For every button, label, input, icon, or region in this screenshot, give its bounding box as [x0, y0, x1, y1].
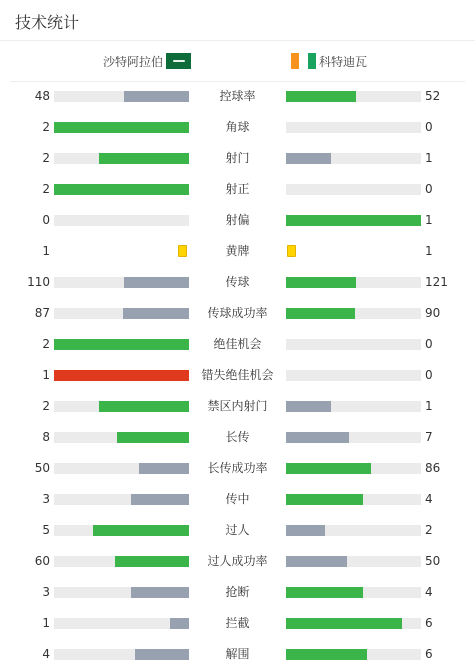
stat-row	[0, 515, 475, 546]
away-team-name: 科特迪瓦	[319, 54, 368, 69]
away-stat-value: 52	[425, 89, 441, 103]
away-stat-value: 1	[425, 151, 433, 165]
home-stat-bar-fill	[54, 184, 189, 195]
home-stat-bar-fill	[124, 277, 189, 288]
away-stat-value: 6	[425, 616, 433, 630]
away-stat-value: 4	[425, 585, 433, 599]
stat-label: 传球	[225, 275, 250, 289]
home-stat-bar	[54, 308, 189, 319]
stat-label: 射门	[225, 151, 250, 165]
away-stat-bar-fill	[286, 556, 347, 567]
home-stat-bar	[54, 432, 189, 443]
page-title: 技术统计	[15, 13, 80, 32]
home-stat-bar	[54, 463, 189, 474]
away-team	[291, 41, 367, 81]
home-stat-bar	[54, 277, 189, 288]
away-stat-bar	[286, 308, 421, 319]
away-stat-bar-fill	[286, 494, 363, 505]
stat-row	[0, 267, 475, 298]
home-stat-value: 50	[34, 461, 50, 475]
stat-label: 过人	[225, 523, 250, 537]
home-stat-value: 60	[34, 554, 50, 568]
away-stat-bar-fill	[286, 587, 363, 598]
away-stat-bar-fill	[286, 91, 356, 102]
home-stat-bar	[54, 215, 189, 226]
home-stat-value: 2	[42, 337, 50, 351]
home-stat-bar-fill	[99, 401, 189, 412]
home-yellow-card-icon	[178, 245, 187, 257]
home-stat-value: 1	[42, 616, 50, 630]
away-stat-bar	[286, 587, 421, 598]
home-stat-value: 2	[42, 120, 50, 134]
away-stat-value: 90	[425, 306, 441, 320]
away-stat-value: 0	[425, 182, 433, 196]
stat-row	[0, 112, 475, 143]
away-stat-bar	[286, 153, 421, 164]
away-stat-bar	[286, 277, 421, 288]
away-stat-bar	[286, 91, 421, 102]
stat-row	[0, 608, 475, 639]
stat-label: 射正	[225, 182, 250, 196]
stat-label: 传球成功率	[207, 306, 268, 320]
home-team	[103, 41, 191, 81]
stat-label: 控球率	[219, 89, 256, 103]
stat-row	[0, 422, 475, 453]
away-stat-value: 4	[425, 492, 433, 506]
stat-row	[0, 81, 475, 112]
away-stat-value: 6	[425, 647, 433, 661]
home-stat-value: 2	[42, 182, 50, 196]
stat-label: 过人成功率	[207, 554, 268, 568]
saudi-arabia-flag-icon	[166, 53, 191, 69]
away-stat-value: 2	[425, 523, 433, 537]
stat-label: 长传成功率	[207, 461, 268, 475]
stat-label: 解围	[225, 647, 250, 661]
home-stat-bar	[54, 494, 189, 505]
home-stat-bar-fill	[135, 649, 189, 660]
home-stat-bar-fill	[54, 339, 189, 350]
away-stat-bar	[286, 122, 421, 133]
home-stat-bar-fill	[124, 91, 189, 102]
stat-label: 传中	[225, 492, 250, 506]
home-stat-value: 110	[27, 275, 50, 289]
home-stat-bar-fill	[117, 432, 189, 443]
away-stat-bar	[286, 339, 421, 350]
home-stat-bar	[54, 153, 189, 164]
away-stat-bar	[286, 649, 421, 660]
away-stat-bar	[286, 184, 421, 195]
home-stat-value: 2	[42, 399, 50, 413]
stat-row	[0, 546, 475, 577]
stat-row	[0, 391, 475, 422]
stat-label: 禁区内射门	[207, 399, 268, 413]
stat-label: 绝佳机会	[213, 337, 262, 351]
home-stat-bar-fill	[115, 556, 189, 567]
away-stat-bar	[286, 618, 421, 629]
away-stat-bar	[286, 432, 421, 443]
home-stat-bar-fill	[93, 525, 189, 536]
team-header	[10, 41, 465, 82]
away-stat-bar-fill	[286, 618, 402, 629]
home-stat-value: 3	[42, 585, 50, 599]
home-team-name: 沙特阿拉伯	[102, 54, 163, 69]
stat-row	[0, 639, 475, 670]
home-stat-bar-fill	[131, 494, 189, 505]
stat-label: 抢断	[225, 585, 250, 599]
stat-label: 角球	[225, 120, 250, 134]
stat-label: 长传	[225, 430, 250, 444]
home-stat-bar-fill	[54, 122, 189, 133]
stat-row	[0, 360, 475, 391]
home-stat-bar-fill	[139, 463, 189, 474]
away-stat-bar-fill	[286, 308, 355, 319]
stat-row	[0, 236, 475, 267]
home-stat-bar	[54, 339, 189, 350]
away-stat-bar-fill	[286, 153, 331, 164]
home-stat-value: 1	[42, 244, 50, 258]
home-stat-bar-fill	[131, 587, 189, 598]
stat-label: 射偏	[225, 213, 250, 227]
away-stat-bar-fill	[286, 649, 367, 660]
stat-row	[0, 143, 475, 174]
stat-row	[0, 577, 475, 608]
stat-row	[0, 174, 475, 205]
stat-label: 拦截	[225, 616, 250, 630]
stat-row	[0, 205, 475, 236]
ivory-coast-flag-icon	[291, 53, 316, 69]
away-stat-bar-fill	[286, 432, 349, 443]
stat-row	[0, 329, 475, 360]
away-stat-bar	[286, 463, 421, 474]
away-stat-bar-fill	[286, 277, 356, 288]
away-stat-bar-fill	[286, 463, 371, 474]
away-stat-bar	[286, 370, 421, 381]
away-stat-value: 1	[425, 399, 433, 413]
home-stat-bar-fill	[99, 153, 189, 164]
home-stat-bar	[54, 91, 189, 102]
away-stat-bar-fill	[286, 401, 331, 412]
home-stat-value: 5	[42, 523, 50, 537]
home-stat-bar	[54, 618, 189, 629]
away-stat-value: 121	[425, 275, 448, 289]
stats-list	[0, 81, 475, 670]
home-stat-value: 87	[34, 306, 50, 320]
home-stat-bar-fill	[123, 308, 189, 319]
away-stat-value: 7	[425, 430, 433, 444]
away-stat-value: 0	[425, 337, 433, 351]
stat-label: 黄牌	[225, 244, 250, 258]
home-stat-bar	[54, 370, 189, 381]
home-stat-bar	[54, 525, 189, 536]
stat-row	[0, 484, 475, 515]
away-stat-bar-fill	[286, 215, 421, 226]
home-stat-value: 48	[34, 89, 50, 103]
home-stat-bar-fill	[54, 370, 189, 381]
stat-row	[0, 298, 475, 329]
away-yellow-card-icon	[287, 245, 296, 257]
home-stat-bar	[54, 184, 189, 195]
away-stat-value: 1	[425, 213, 433, 227]
away-stat-value: 0	[425, 368, 433, 382]
home-stat-value: 0	[42, 213, 50, 227]
stat-row	[0, 453, 475, 484]
home-stat-bar	[54, 122, 189, 133]
home-stat-bar	[54, 401, 189, 412]
away-stat-value: 86	[425, 461, 441, 475]
away-stat-value: 1	[425, 244, 433, 258]
home-stat-bar	[54, 587, 189, 598]
away-stat-bar	[286, 556, 421, 567]
home-stat-value: 8	[42, 430, 50, 444]
home-stat-bar-fill	[170, 618, 189, 629]
home-stat-value: 4	[42, 647, 50, 661]
away-stat-bar-fill	[286, 525, 325, 536]
home-stat-value: 3	[42, 492, 50, 506]
away-stat-bar	[286, 215, 421, 226]
away-stat-value: 50	[425, 554, 441, 568]
away-stat-value: 0	[425, 120, 433, 134]
home-stat-bar	[54, 556, 189, 567]
home-stat-value: 2	[42, 151, 50, 165]
home-stat-value: 1	[42, 368, 50, 382]
away-stat-bar	[286, 525, 421, 536]
home-stat-bar	[54, 649, 189, 660]
away-stat-bar	[286, 401, 421, 412]
stat-label: 错失绝佳机会	[201, 368, 274, 382]
away-stat-bar	[286, 494, 421, 505]
